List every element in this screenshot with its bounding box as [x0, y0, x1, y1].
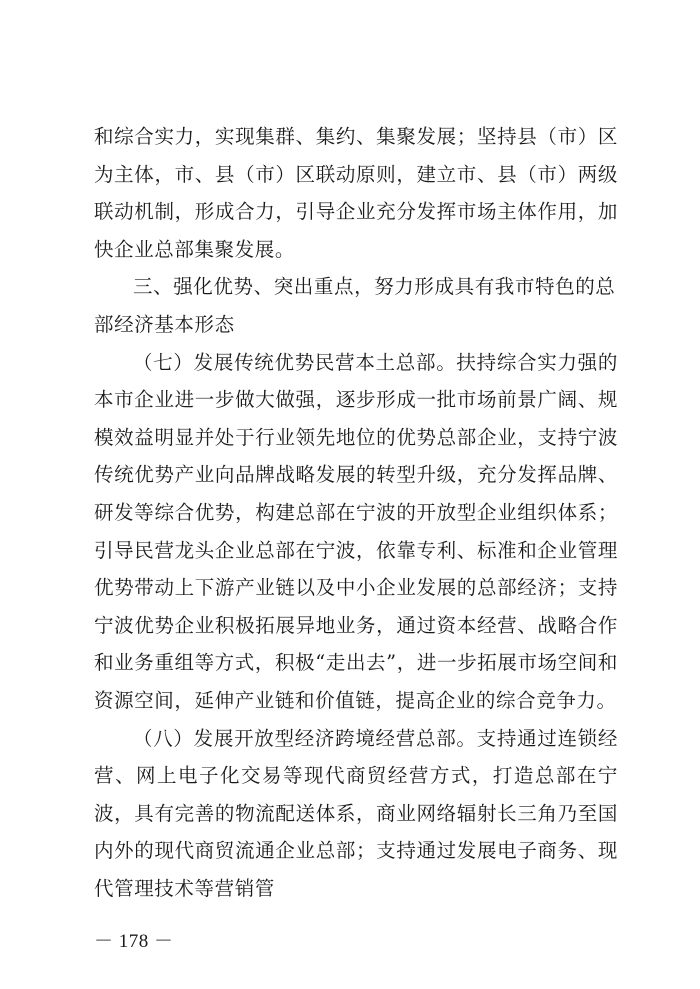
document-body: [94, 118, 618, 907]
paragraph-item-seven: （七）发展传统优势民营本土总部。扶持综合实力强的本市企业进一步做大做强，逐步形成一批市场前景广阔、规模效益明显并处于行业领先地位的优势总部企业，支持宁波传统优势产业向品牌战略发展的转型升级，充分发挥品牌、研发等综合优势，构建总部在宁波的开放型企业组织体系；引导民营龙头企业总部在宁波，依靠专利、标准和企业管理优势带动上下游产业链以及中小企业发展的总部经济；支持宁波优势企业积极拓展异地业务，通过资本经营、战略合作和业务重组等方式，积极“走出去”，进一步拓展市场空间和资源空间，延伸产业链和价值链，提高企业的综合竞争力。: [94, 350, 618, 712]
paragraph-continuation: 和综合实力，实现集群、集约、集聚发展；坚持县（市）区为主体，市、县（市）区联动原则，建立市、县（市）两级联动机制，形成合力，引导企业充分发挥市场主体作用，加快企业总部集聚发展。: [94, 125, 618, 261]
section-heading-three: 三、强化优势、突出重点，努力形成具有我市特色的总部经济基本形态: [94, 275, 616, 336]
paragraph-item-eight: （八）发展开放型经济跨境经营总部。支持通过连锁经营、网上电子化交易等现代商贸经营方式，打造总部在宁波，具有完善的物流配送体系，商业网络辐射长三角乃至国内外的现代商贸流通企业总部；支持通过发展电子商务、现代管理技术等营销管: [94, 726, 618, 900]
page-number: － 178 －: [94, 931, 174, 952]
